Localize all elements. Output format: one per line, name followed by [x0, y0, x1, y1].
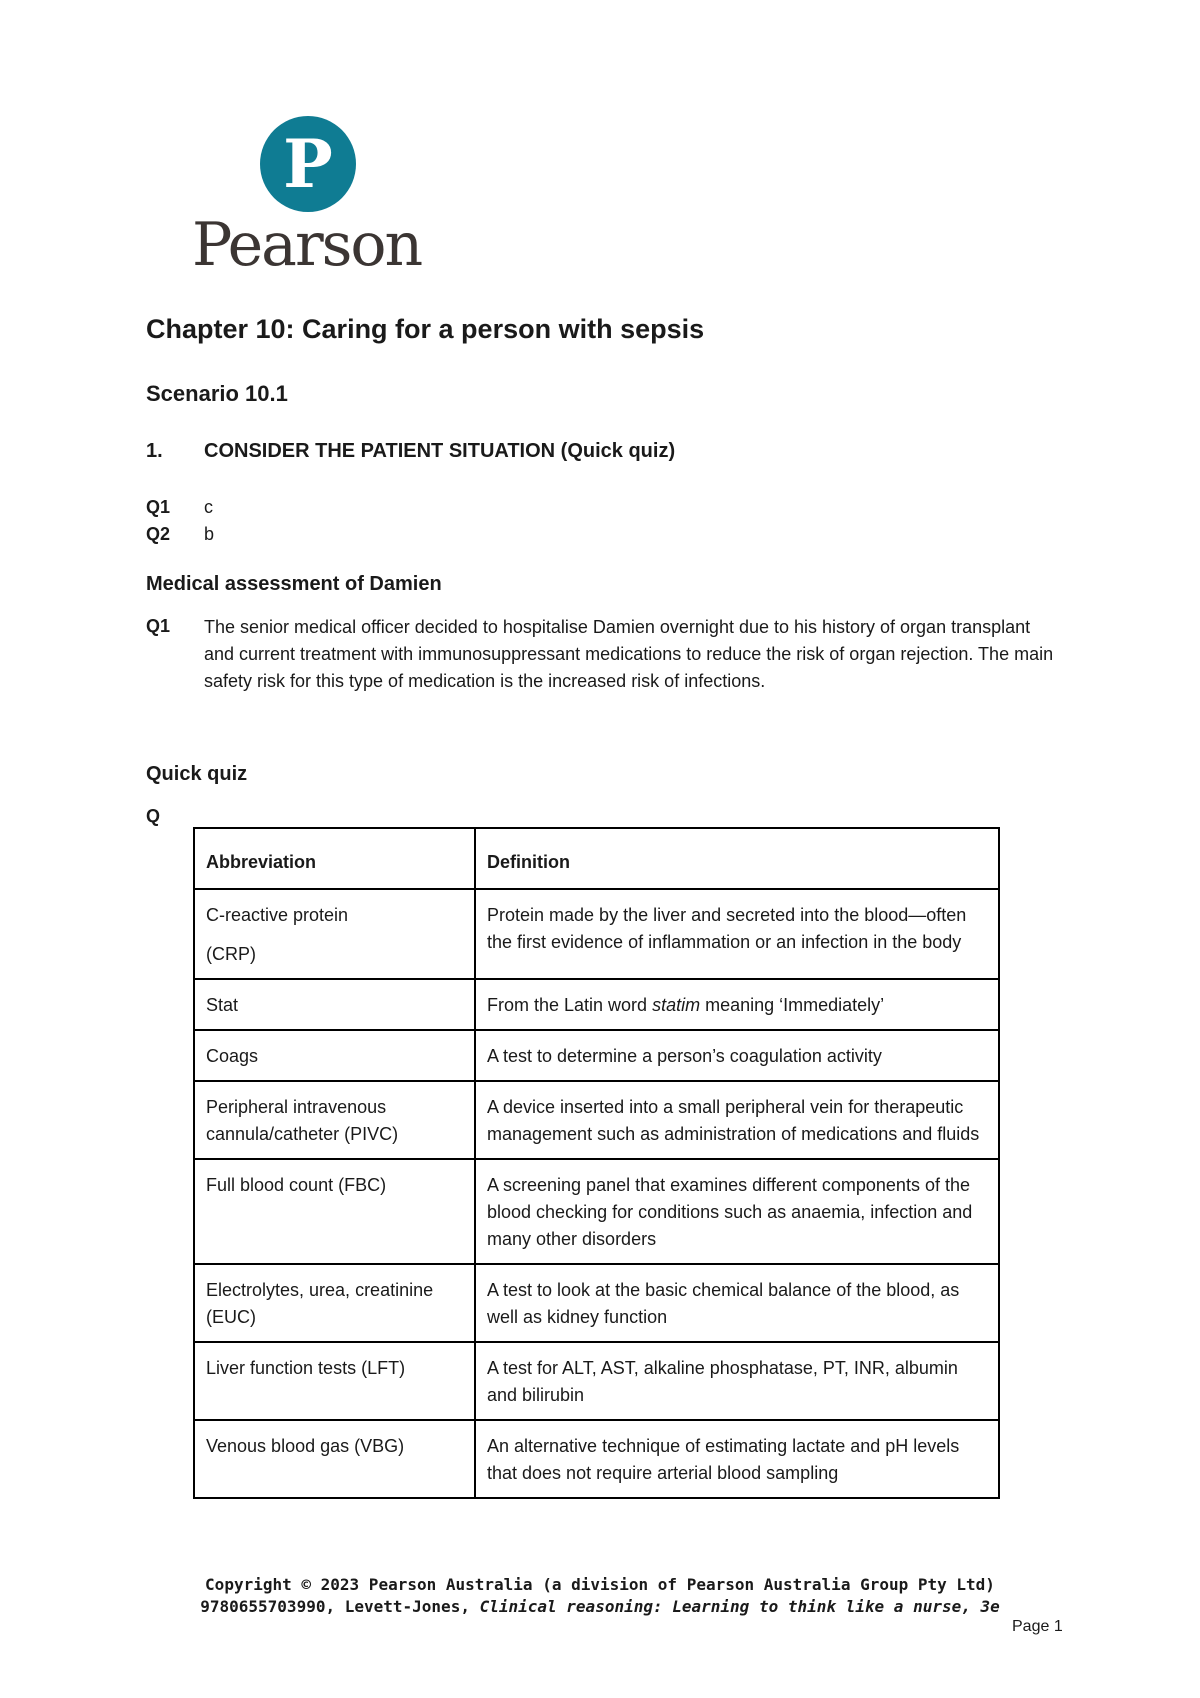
- abbreviation-code: (CRP): [206, 944, 256, 964]
- table-row: [194, 1081, 999, 1159]
- pearson-logo-mark: [260, 116, 356, 212]
- abbreviation-cell: Electrolytes, urea, creatinine (EUC): [194, 1264, 475, 1342]
- abbreviation-cell: Stat: [194, 979, 475, 1030]
- abbreviation-header: Abbreviation: [194, 828, 475, 889]
- abbreviation-cell: Venous blood gas (VBG): [194, 1420, 475, 1498]
- chapter-title: Chapter 10: Caring for a person with sepsis: [146, 314, 705, 344]
- quick-quiz-q-label: Q: [146, 806, 161, 826]
- copyright-footer: [0, 1574, 1200, 1618]
- definition-cell: A test to look at the basic chemical balance of the blood, as well as kidney function: [475, 1264, 999, 1342]
- definition-header: Definition: [475, 828, 999, 889]
- medical-assessment-heading: Medical assessment of Damien: [146, 573, 442, 595]
- definition-text: meaning ‘Immediately’: [700, 995, 885, 1015]
- pearson-wordmark: Pearson: [192, 210, 422, 280]
- abbreviation-cell: Peripheral intravenous cannula/catheter (PIVC): [194, 1081, 475, 1159]
- scenario-title: Scenario 10.1: [146, 381, 288, 406]
- table-row: [194, 1264, 999, 1342]
- abbreviation-cell: Full blood count (FBC): [194, 1159, 475, 1264]
- abbreviation-cell: [194, 889, 475, 979]
- definition-cell: A test for ALT, AST, alkaline phosphatase, PT, INR, albumin and bilirubin: [475, 1342, 999, 1420]
- abbreviation-cell: Coags: [194, 1030, 475, 1081]
- answer-label: Q2: [146, 524, 171, 544]
- isbn-author: 9780655703990, Levett-Jones,: [200, 1597, 480, 1616]
- answer-value: c: [204, 497, 213, 517]
- answer-value: b: [204, 524, 215, 544]
- definition-cell: A test to determine a person’s coagulation activity: [475, 1030, 999, 1081]
- definition-cell: Protein made by the liver and secreted into the blood—often the first evidence of inflammation or an infection in the body: [475, 889, 999, 979]
- abbreviation-cell: Liver function tests (LFT): [194, 1342, 475, 1420]
- table-row: [194, 1420, 999, 1498]
- quick-quiz-heading: Quick quiz: [146, 763, 248, 785]
- page-number: Page 1: [1012, 1618, 1063, 1635]
- abbreviation-text: C-reactive protein: [206, 905, 349, 925]
- section-title: CONSIDER THE PATIENT SITUATION (Quick quiz): [204, 440, 676, 462]
- pearson-logo-letter: P: [283, 125, 333, 203]
- table-row: [194, 1030, 999, 1081]
- medical-assessment-text: The senior medical officer decided to hospitalise Damien overnight due to his history of organ transplant and current treatment with immunosuppressant medications to reduce the risk of organ rejection. The main safety risk for this type of medication is the increased risk of infections.: [204, 617, 1054, 691]
- medical-assessment-q-label: Q1: [146, 616, 171, 636]
- abbreviation-table: [193, 827, 1000, 1499]
- book-title: Clinical reasoning: Learning to think like a nurse, 3e: [479, 1597, 1000, 1616]
- definition-cell: A screening panel that examines different components of the blood checking for conditions such as anaemia, infection and many other disorders: [475, 1159, 999, 1264]
- table-row: [194, 1342, 999, 1420]
- definition-cell: A device inserted into a small peripheral vein for therapeutic management such as administration of medications and fluids: [475, 1081, 999, 1159]
- table-row: [194, 1159, 999, 1264]
- table-row: [194, 889, 999, 979]
- definition-latin-word: statim: [652, 995, 701, 1015]
- answer-label: Q1: [146, 497, 171, 517]
- table-header-row: [194, 828, 999, 889]
- citation-line: [0, 1596, 1200, 1618]
- definition-cell: An alternative technique of estimating lactate and pH levels that does not require arterial blood sampling: [475, 1420, 999, 1498]
- definition-text: From the Latin word: [487, 995, 653, 1015]
- section-number: 1.: [146, 440, 163, 462]
- table-row: [194, 979, 999, 1030]
- pearson-logo: [192, 112, 432, 282]
- copyright-line: Copyright © 2023 Pearson Australia (a division of Pearson Australia Group Pty Ltd): [205, 1575, 995, 1594]
- definition-cell: [475, 979, 999, 1030]
